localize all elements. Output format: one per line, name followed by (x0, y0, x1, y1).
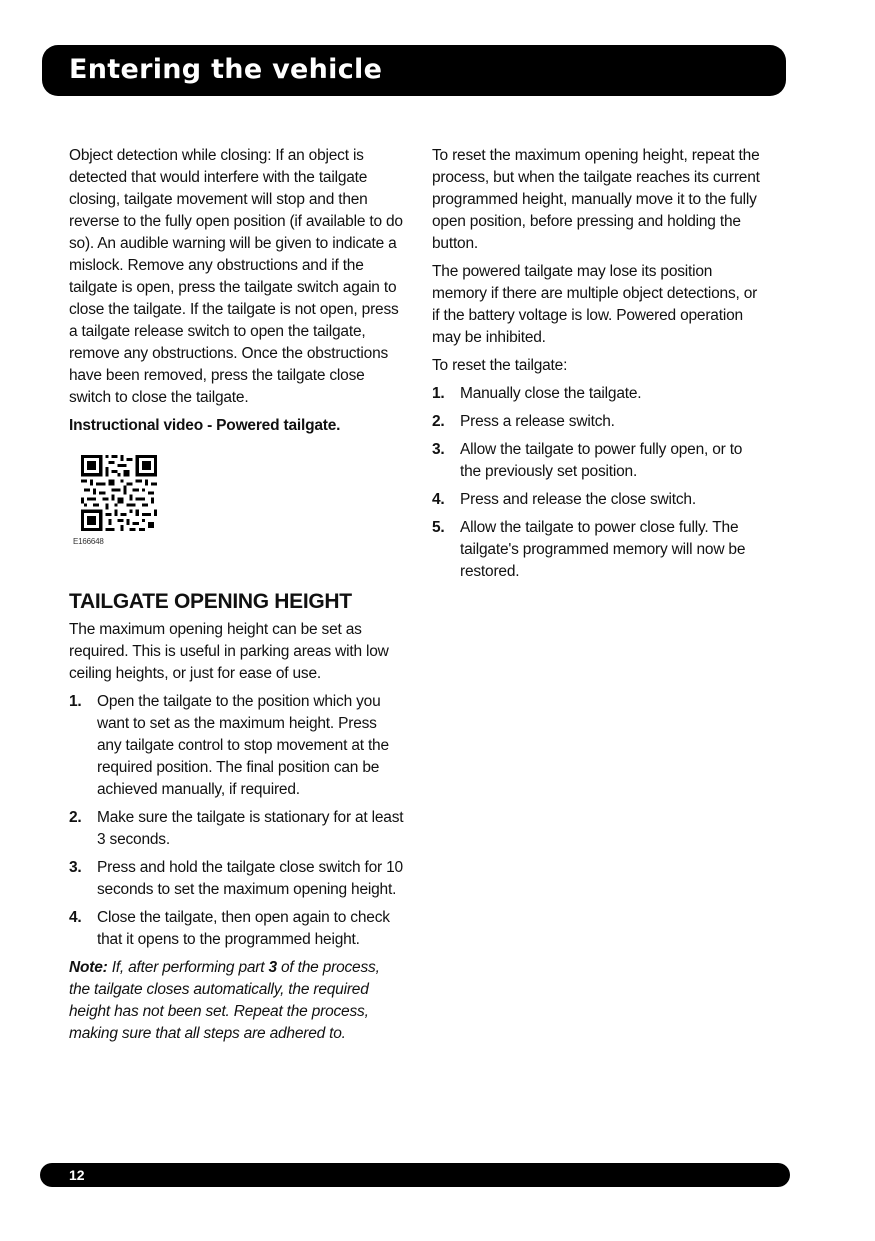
list-item (69, 907, 404, 951)
note-text-after: of the process, the tailgate closes automatically, the required height has not been set. Repeat the process, making sure that all steps are adhered to. (69, 959, 380, 1042)
reset-steps (432, 383, 767, 583)
qr-code-label: E166648 (73, 537, 104, 546)
page-number: 12 (69, 1167, 85, 1183)
right-column (432, 145, 767, 589)
note-part-number: 3 (268, 959, 277, 976)
list-item (432, 517, 767, 583)
left-column (69, 145, 404, 1051)
step-text: Make sure the tailgate is stationary for at least 3 seconds. (97, 809, 404, 848)
step-text: Open the tailgate to the position which you want to set as the maximum height. Press any tailgate control to stop movement at the required position. The final position can be achieved manually, if required. (97, 693, 389, 798)
step-number: 1. (432, 385, 445, 402)
note-text-before: If, after performing part (107, 959, 269, 976)
step-number: 2. (432, 413, 445, 430)
header-bar (42, 45, 786, 96)
list-item (69, 857, 404, 901)
opening-height-steps (69, 691, 404, 951)
list-item (69, 691, 404, 801)
step-text: Press and hold the tailgate close switch for 10 seconds to set the maximum opening height. (97, 859, 403, 898)
note (69, 957, 404, 1045)
step-text: Allow the tailgate to power close fully. The tailgate's programmed memory will now be restored. (460, 519, 746, 580)
footer-bar (40, 1163, 790, 1187)
reset-height-paragraph: To reset the maximum opening height, repeat the process, but when the tailgate reaches its current programmed height, manually move it to the fully open position, before pressing and holding the button. (432, 147, 760, 252)
step-text: Press a release switch. (460, 413, 615, 430)
step-number: 3. (69, 859, 82, 876)
step-number: 5. (432, 519, 445, 536)
step-text: Allow the tailgate to power fully open, or to the previously set position. (460, 441, 743, 480)
list-item (432, 439, 767, 483)
step-number: 2. (69, 809, 82, 826)
step-text: Press and release the close switch. (460, 491, 696, 508)
step-text: Close the tailgate, then open again to check that it opens to the programmed height. (97, 909, 390, 948)
qr-code-icon (81, 455, 157, 531)
step-text: Manually close the tailgate. (460, 385, 642, 402)
list-item (432, 411, 767, 433)
step-number: 4. (69, 909, 82, 926)
step-number: 3. (432, 441, 445, 458)
section-heading: TAILGATE OPENING HEIGHT (69, 590, 352, 613)
object-detection-paragraph: Object detection while closing: If an object is detected that would interfere with the tailgate closing, tailgate movement will stop and then reverse to the fully open position (if available to do so). An audible warning will be given to indicate a mislock. Remove any obstructions and if the tailgate is open, press the tailgate switch again to close the tailgate. If the tailgate is not open, press a tailgate release switch to open the tailgate, remove any obstructions. Once the obstructions have been removed, press the tailgate close switch to close the tailgate. (69, 147, 403, 406)
instructional-video-label: Instructional video - Powered tailgate. (69, 417, 341, 434)
step-number: 4. (432, 491, 445, 508)
note-label: Note: (69, 959, 108, 976)
reset-intro: To reset the tailgate: (432, 357, 568, 374)
section-intro: The maximum opening height can be set as required. This is useful in parking areas with low ceiling heights, or just for ease of use. (69, 621, 389, 682)
step-number: 1. (69, 693, 82, 710)
page-title: Entering the vehicle (69, 54, 383, 85)
qr-block (73, 455, 404, 565)
list-item (69, 807, 404, 851)
position-memory-paragraph: The powered tailgate may lose its position memory if there are multiple object detections, or if the battery voltage is low. Powered operation may be inhibited. (432, 263, 758, 346)
list-item (432, 489, 767, 511)
list-item (432, 383, 767, 405)
